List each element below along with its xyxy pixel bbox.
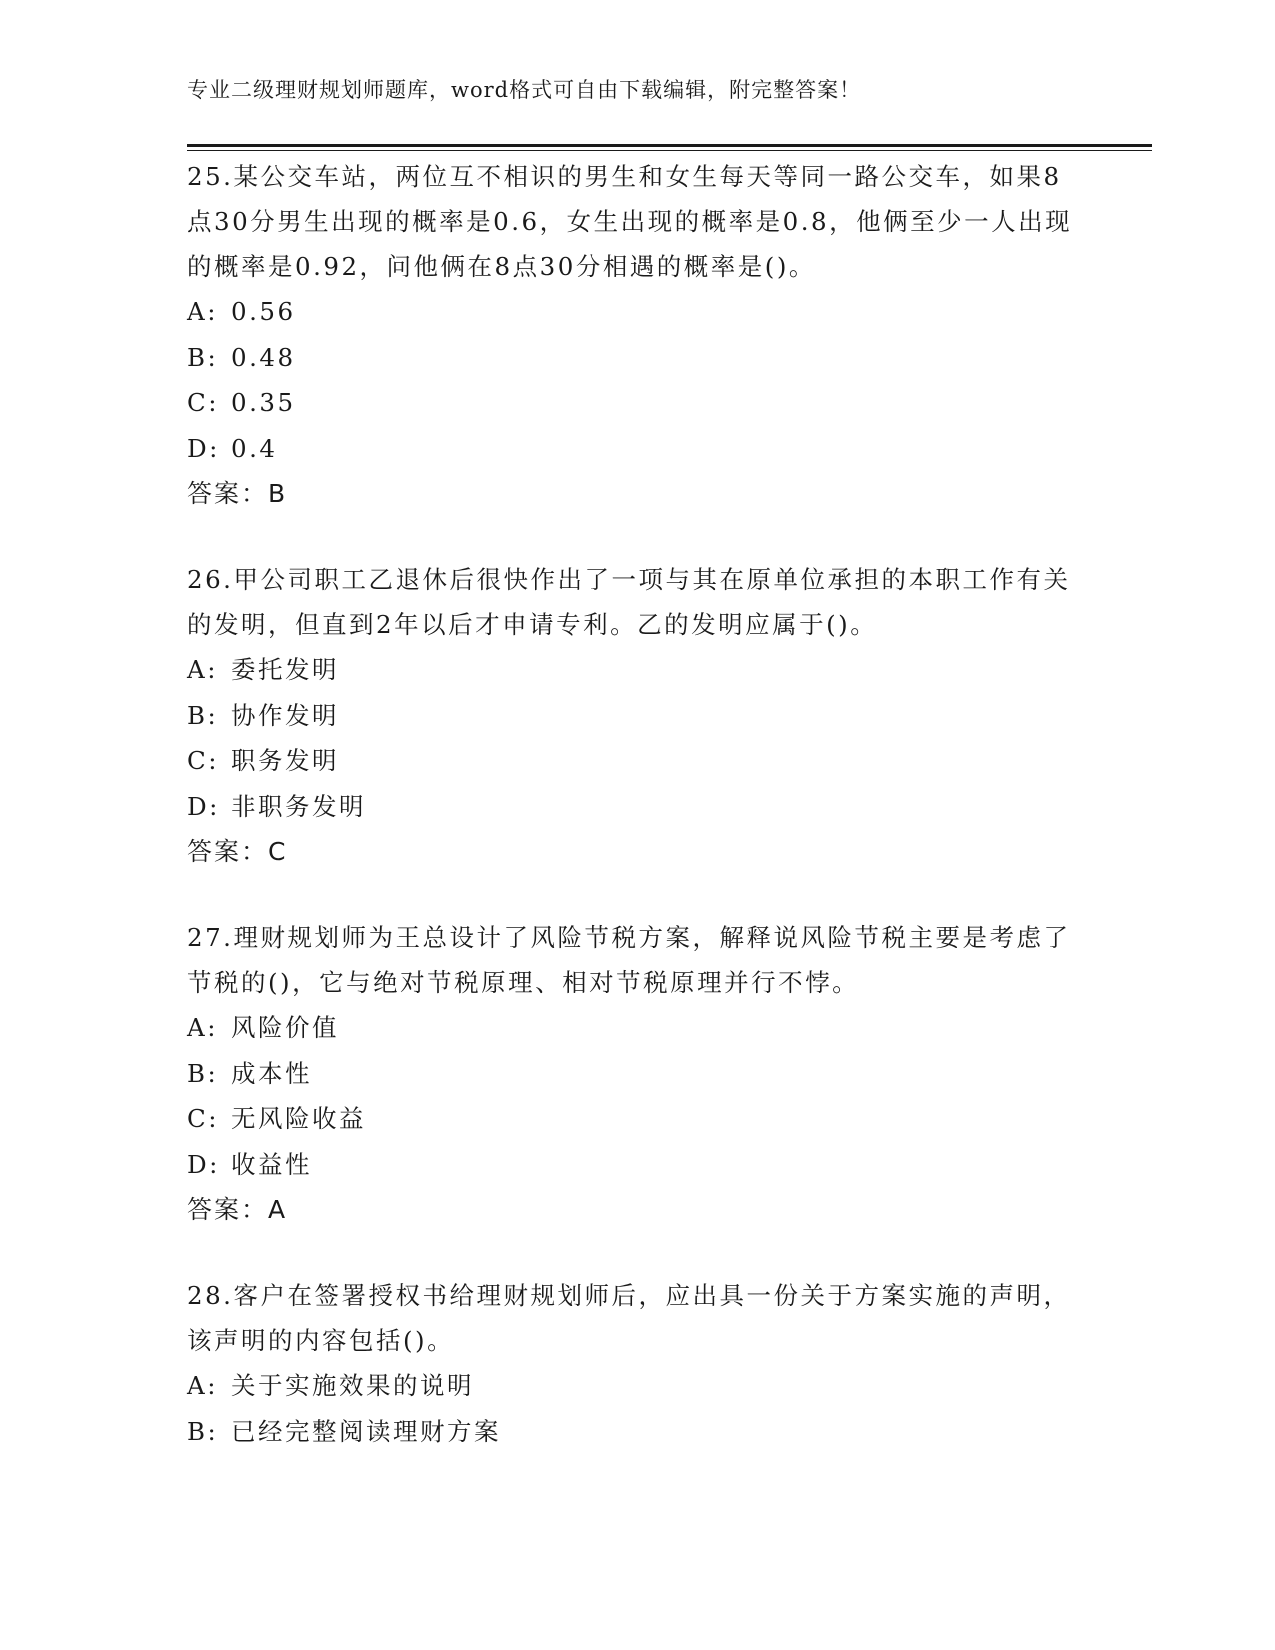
answer-value: B [268,479,288,508]
option-text: 0.4 [231,433,278,463]
option-d [187,426,1087,472]
answer-value: C [268,837,288,866]
option-text: 关于实施效果的说明 [231,1371,474,1400]
option-b [187,1409,1087,1455]
option-text: 委托发明 [231,655,339,684]
header-rule-thick [187,144,1152,147]
question-stem: 27.理财规划师为王总设计了风险节税方案，解释说风险节税主要是考虑了节税的()，它与绝对节税原理、相对节税原理并行不悖。 [187,923,1071,997]
answer-label: 答案： [187,479,269,508]
question-25 [187,154,1087,517]
option-text: 职务发明 [231,746,339,775]
option-c [187,738,1087,784]
option-key: B: [187,342,219,372]
option-text: 成本性 [231,1058,312,1088]
option-text: 0.56 [231,297,296,326]
question-28 [187,1273,1087,1454]
option-text: 0.35 [231,388,296,417]
question-stem: 28.客户在签署授权书给理财规划师后，应出具一份关于方案实施的声明，该声明的内容包括()。 [187,1281,1071,1355]
option-d [187,1142,1087,1188]
option-a [187,647,1087,693]
option-key: A: [187,655,218,684]
option-key: C: [187,388,220,417]
option-key: C: [187,1104,220,1133]
answer-value: A [268,1195,288,1224]
option-key: B: [187,1416,219,1446]
option-b [187,693,1087,739]
answer-label: 答案： [187,837,269,866]
answer-line [187,829,1087,875]
option-text: 协作发明 [231,700,339,730]
option-key: A: [187,1013,218,1042]
option-c [187,1096,1087,1142]
answer-line [187,471,1087,517]
option-b [187,1051,1087,1097]
question-stem: 25.某公交车站，两位互不相识的男生和女生每天等同一路公交车，如果8点30分男生出现的概率是0.6，女生出现的概率是0.8，他俩至少一人出现的概率是0.92，问他俩在8点30分相遇的概率是()。 [187,162,1073,281]
page-header: 专业二级理财规划师题库，word格式可自由下载编辑，附完整答案！ [187,78,862,102]
option-key: D: [187,433,220,463]
option-d [187,784,1087,830]
option-text: 已经完整阅读理财方案 [231,1416,501,1446]
answer-label: 答案： [187,1195,269,1224]
option-text: 无风险收益 [231,1104,366,1133]
option-c [187,380,1087,426]
option-key: A: [187,1371,218,1400]
option-text: 非职务发明 [231,791,366,821]
option-a [187,1005,1087,1051]
option-a [187,1363,1087,1409]
option-text: 收益性 [231,1149,312,1179]
option-key: A: [187,297,218,326]
answer-line [187,1187,1087,1233]
option-key: D: [187,791,220,821]
option-key: D: [187,1149,220,1179]
question-26 [187,557,1087,875]
question-27 [187,915,1087,1233]
option-key: B: [187,1058,219,1088]
option-text: 风险价值 [231,1013,339,1042]
option-a [187,289,1087,335]
question-list [187,154,1087,1494]
option-b [187,335,1087,381]
option-key: C: [187,746,220,775]
option-key: B: [187,700,219,730]
question-stem: 26.甲公司职工乙退休后很快作出了一项与其在原单位承担的本职工作有关的发明，但直到2年以后才申请专利。乙的发明应属于()。 [187,565,1071,639]
option-text: 0.48 [231,342,296,372]
header-rule-thin [187,150,1152,151]
